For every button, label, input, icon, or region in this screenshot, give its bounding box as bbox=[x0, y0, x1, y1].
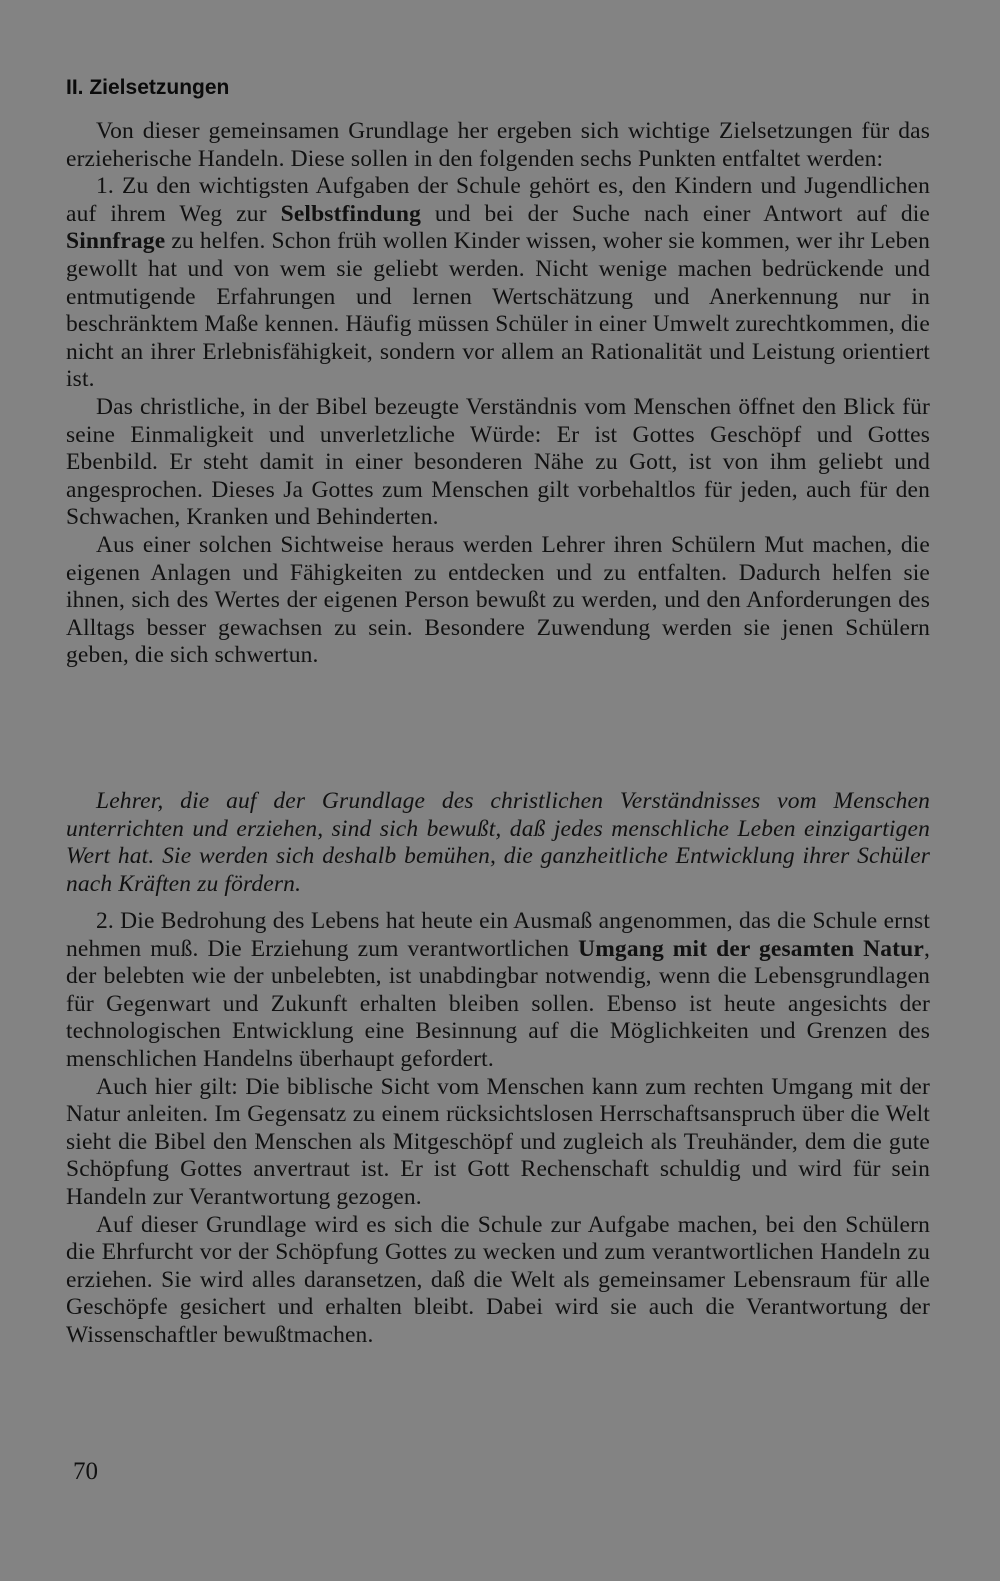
school-paragraph: Auf dieser Grundlage wird es sich die Schule zur Aufgabe machen, bei den Schülern die Ehrfurcht vor der Schöpfung Gottes zu wecken und zum verantwortlichen Handeln zu erziehen. Sie wird alles daransetzen, daß die Welt als gemeinsamer Lebensraum für alle Geschöpfe gesichert und erhalten bleibt. Dabei wird sie auch die Verantwortung der Wissenschaftler bewußtmachen. bbox=[66, 1211, 930, 1348]
keyword-selbstfindung: Selbstfindung bbox=[280, 200, 421, 227]
intro-paragraph: Von dieser gemeinsamen Grundlage her ergeben sich wichtige Zielsetzungen für das erzieherische Handeln. Diese sollen in den folgenden sechs Punkten entfaltet werden: bbox=[66, 118, 930, 172]
point-1-text-a: 1. Zu den wichtigsten Aufgaben der Schule gehört es, den Kindern und Jugendlichen auf ihrem Weg zur bbox=[66, 173, 930, 227]
point-2-text-a: 2. Die Bedrohung des Lebens hat heute ein Ausmaß angenommen, das die Schule ernst nehmen muß. Die Erziehung zum verantwortlichen bbox=[66, 908, 930, 962]
point-1-paragraph bbox=[66, 173, 930, 394]
page-number: 70 bbox=[73, 1458, 98, 1485]
point-2-text-b: , der belebten wie der unbelebten, ist unabdingbar notwendig, wenn die Lebensgrundlagen für Gegenwart und Zukunft erhalten bleiben sollen. Ebenso ist heute angesichts der technologischen Entwicklung eine Besinnung auf die Möglichkeiten und Grenzen des menschlichen Handelns überhaupt gefordert. bbox=[66, 935, 930, 1072]
nature-block bbox=[66, 908, 930, 1350]
keyword-umgang-natur: Umgang mit der gesamten Natur bbox=[578, 935, 924, 962]
section-heading: II. Zielsetzungen bbox=[66, 76, 230, 99]
bible-paragraph: Das christliche, in der Bibel bezeugte Verständnis vom Menschen öffnet den Blick für seine Einmaligkeit und unverletzliche Würde: Er ist Gottes Geschöpf und Gottes Ebenbild. Er steht damit in einer besonderen Nähe zu Gott, ist von ihm geliebt und angesprochen. Dieses Ja Gottes zum Menschen gilt vorbehaltlos für jeden, auch für den Schwachen, Kranken und Behinderten. bbox=[66, 393, 930, 531]
point-1-text-c: zu helfen. Schon früh wollen Kinder wissen, woher sie kommen, wer ihr Leben gewollt hat und von wem sie geliebt werden. Nicht wenige machen bedrückende und entmutigende Erfahrungen und lernen Wertschätzung und Anerkennung nur in beschränktem Maße kennen. Häufig müssen Schüler in einer Umwelt zurechtkommen, die nicht an ihrer Erlebnisfähigkeit, sondern vor allem an Rationalität und Leistung orientiert ist. bbox=[66, 228, 930, 393]
italic-summary bbox=[66, 788, 930, 898]
objectives-block bbox=[66, 118, 930, 670]
italic-summary-text: Lehrer, die auf der Grundlage des christlichen Verständnisses vom Menschen unterrichten und erziehen, sind sich bewußt, daß jedes menschliche Leben einzigartigen Wert hat. Sie werden sich deshalb bemühen, die ganzheitliche Entwicklung ihrer Schüler nach Kräften zu fördern. bbox=[66, 788, 930, 897]
teachers-paragraph: Aus einer solchen Sichtweise heraus werden Lehrer ihren Schülern Mut machen, die eigenen Anlagen und Fähigkeiten zu entdecken und zu entfalten. Dadurch helfen sie ihnen, sich des Wertes der eigenen Person bewußt zu werden, und den Anforderungen des Alltags besser gewachsen zu sein. Besondere Zuwendung werden sie jenen Schülern geben, die sich schwertun. bbox=[66, 531, 930, 669]
point-2-paragraph bbox=[66, 908, 930, 1074]
nature-paragraph: Auch hier gilt: Die biblische Sicht vom Menschen kann zum rechten Umgang mit der Natur anleiten. Im Gegensatz zu einem rücksichtslosen Herrschaftsanspruch über die Welt sieht die Bibel den Menschen als Mitgeschöpf und zugleich als Treuhänder, dem die gute Schöpfung Gottes anvertraut ist. Er ist Gott Rechenschaft schuldig und wird für sein Handeln zur Verantwortung gezogen. bbox=[66, 1073, 930, 1210]
keyword-sinnfrage: Sinnfrage bbox=[66, 228, 166, 255]
point-1-text-b: und bei der Suche nach einer Antwort auf die bbox=[421, 200, 930, 227]
